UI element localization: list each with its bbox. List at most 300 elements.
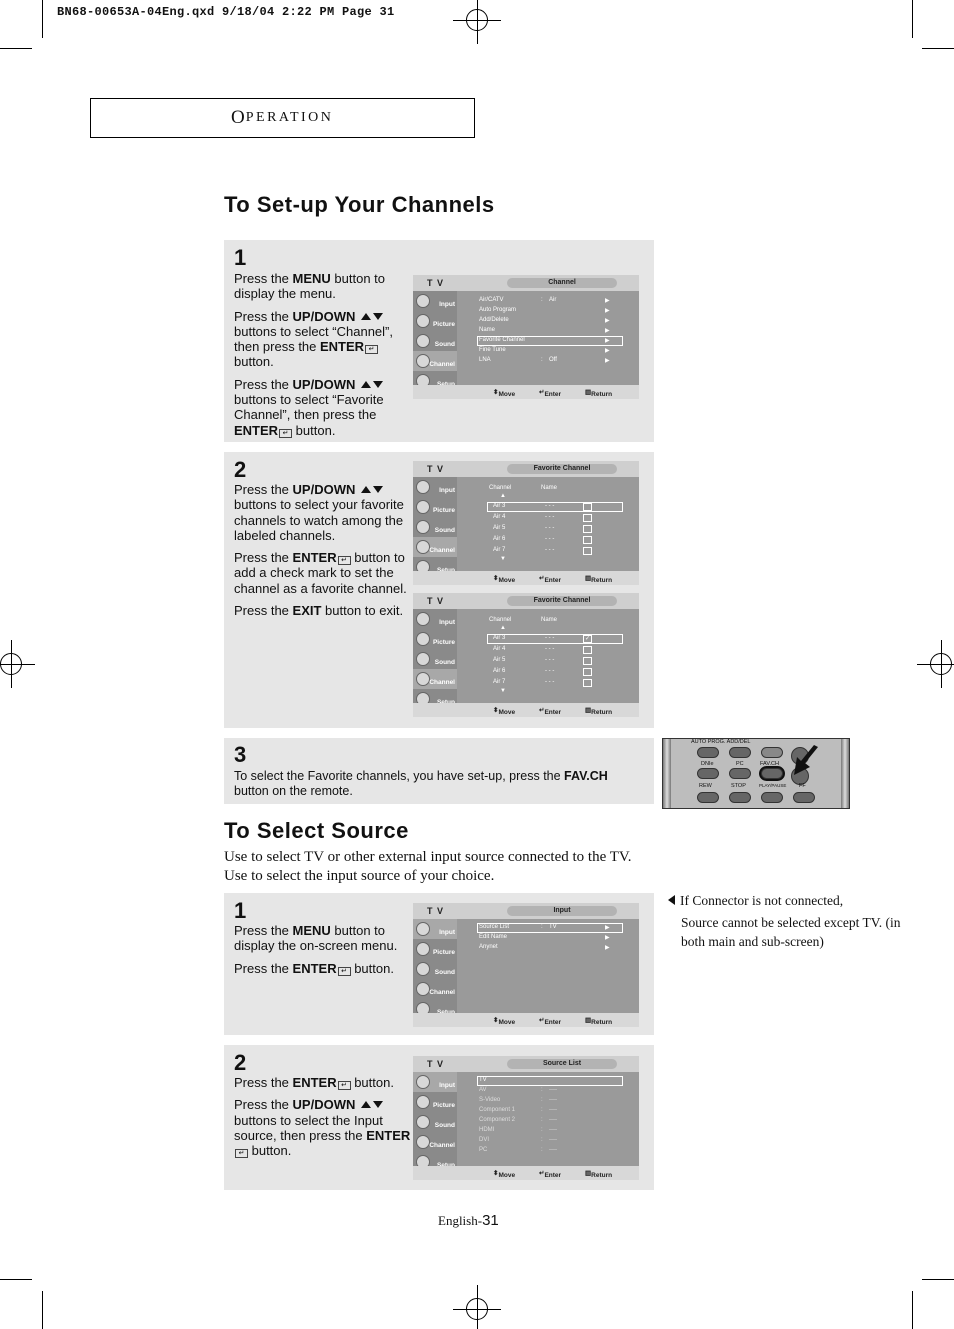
source-intro bbox=[224, 848, 632, 886]
text: button to display the on-screen menu. bbox=[234, 923, 398, 954]
osd-sidebar bbox=[413, 477, 457, 571]
osd-row bbox=[479, 357, 610, 364]
text: Press the bbox=[234, 1097, 293, 1113]
text-bold: ENTER bbox=[366, 1127, 411, 1143]
osd-channel-menu bbox=[413, 275, 639, 399]
osd-input-menu bbox=[413, 903, 639, 1027]
note-line: If Connector is not connected, bbox=[680, 893, 844, 908]
scroll-up-icon: ▲ bbox=[500, 625, 506, 631]
osd-title: Source List bbox=[507, 1059, 617, 1069]
text: button on the remote. bbox=[234, 784, 353, 799]
text-bold: ENTER bbox=[292, 960, 337, 976]
osd-row bbox=[493, 646, 555, 652]
osd-bottombar bbox=[413, 385, 639, 399]
osd-row bbox=[479, 307, 610, 314]
channel-icon bbox=[416, 354, 430, 368]
osd-col-name: Name bbox=[541, 485, 558, 491]
footer-language: English- bbox=[438, 1213, 483, 1228]
text: Press the bbox=[234, 923, 293, 938]
hint-label: Move bbox=[498, 1019, 516, 1026]
channel-icon bbox=[416, 540, 430, 554]
step-panel-source-2 bbox=[224, 1045, 654, 1190]
osd-row bbox=[493, 635, 555, 641]
text: Press the bbox=[234, 482, 293, 497]
osd-row-label: Favorite Channel bbox=[479, 337, 525, 343]
osd-side-label: Channel bbox=[429, 679, 455, 686]
osd-row-label: Air/CATV bbox=[479, 297, 504, 303]
checkbox bbox=[583, 525, 592, 533]
hint-label: Return bbox=[591, 1019, 613, 1026]
osd-side-label: Picture bbox=[432, 1102, 455, 1109]
hint-label: Enter bbox=[544, 1172, 562, 1179]
osd-tv-label: T V bbox=[427, 278, 445, 288]
osd-side-sound bbox=[413, 959, 457, 979]
text: button. bbox=[350, 1075, 394, 1090]
osd-side-sound bbox=[413, 517, 457, 537]
osd-row bbox=[479, 347, 610, 354]
enter-icon: ↵ bbox=[338, 1081, 351, 1090]
osd-row-value: ---- bbox=[549, 1117, 557, 1123]
return-hint: ▥ Return bbox=[585, 389, 613, 398]
text: button. bbox=[350, 960, 394, 976]
return-hint: ▥ Return bbox=[585, 1017, 613, 1026]
osd-row-channel: Air 3 bbox=[493, 503, 506, 509]
osd-side-picture bbox=[413, 629, 457, 649]
osd-side-channel bbox=[413, 669, 457, 689]
osd-row-label: Name bbox=[479, 327, 496, 333]
right-arrow-icon: ▶ bbox=[605, 298, 610, 304]
fast-forward-button bbox=[793, 792, 815, 803]
osd-row-label: PC bbox=[479, 1147, 488, 1153]
osd-side-label: Input bbox=[439, 301, 455, 308]
text-bold: MENU bbox=[292, 271, 331, 286]
osd-source-list bbox=[413, 1056, 639, 1180]
remote-edge bbox=[841, 739, 849, 808]
osd-row bbox=[493, 668, 555, 674]
osd-side-label: Input bbox=[439, 929, 455, 936]
osd-topbar bbox=[413, 903, 639, 919]
osd-row-label: DVI bbox=[479, 1137, 490, 1143]
move-hint: ⬍ Move bbox=[493, 575, 516, 584]
osd-row bbox=[479, 1147, 557, 1153]
channel-icon bbox=[416, 1135, 430, 1149]
osd-side-sound bbox=[413, 649, 457, 669]
right-arrow-icon: ▶ bbox=[605, 318, 610, 324]
osd-tv-label: T V bbox=[427, 1059, 445, 1069]
hint-label: Enter bbox=[544, 391, 562, 398]
osd-row bbox=[493, 657, 555, 663]
move-hint: ⬍ Move bbox=[493, 1170, 516, 1179]
osd-col-name: Name bbox=[541, 617, 558, 623]
text: button to display the menu. bbox=[234, 271, 386, 302]
sound-icon bbox=[416, 334, 430, 348]
osd-side-picture bbox=[413, 497, 457, 517]
osd-side-sound bbox=[413, 331, 457, 351]
hint-label: Return bbox=[591, 391, 613, 398]
osd-side-picture bbox=[413, 1092, 457, 1112]
osd-side-input bbox=[413, 1072, 457, 1092]
enter-icon: ↵ bbox=[365, 345, 378, 354]
down-arrow-icon bbox=[373, 1101, 383, 1108]
checkbox bbox=[583, 646, 592, 654]
remote-edge bbox=[663, 739, 671, 808]
osd-side-input bbox=[413, 477, 457, 497]
osd-row-label: HDMI bbox=[479, 1127, 495, 1133]
enter-hint: ↵ Enter bbox=[539, 575, 562, 584]
text: Press the bbox=[234, 1075, 293, 1090]
crop-mark bbox=[42, 0, 43, 38]
hint-label: Move bbox=[498, 577, 516, 584]
osd-row-name: - - - bbox=[545, 503, 555, 509]
checkbox bbox=[583, 657, 592, 665]
text-bold: ENTER bbox=[292, 550, 337, 566]
step-number: 1 bbox=[234, 898, 247, 923]
osd-row-channel: Air 5 bbox=[493, 657, 506, 663]
return-hint: ▥ Return bbox=[585, 575, 613, 584]
step-number: 3 bbox=[234, 742, 247, 767]
osd-row-name: - - - bbox=[545, 646, 555, 652]
osd-row-label: Fine Tune bbox=[479, 347, 506, 353]
input-icon bbox=[416, 1075, 430, 1089]
crop-mark bbox=[42, 1291, 43, 1329]
osd-side-label: Channel bbox=[429, 547, 455, 554]
osd-col-channel: Channel bbox=[489, 617, 512, 623]
step-text bbox=[234, 1075, 412, 1165]
checkbox bbox=[583, 514, 592, 522]
intro-line: Use to select TV or other external input source connected to the TV. bbox=[224, 849, 632, 865]
right-arrow-icon: ▶ bbox=[605, 945, 610, 951]
step-text bbox=[234, 769, 644, 807]
osd-row-name: - - - bbox=[545, 514, 555, 520]
osd-side-picture bbox=[413, 311, 457, 331]
osd-row bbox=[493, 514, 555, 520]
text: Press the bbox=[234, 308, 293, 324]
sound-icon bbox=[416, 652, 430, 666]
osd-side-channel bbox=[413, 537, 457, 557]
move-hint: ⬍ Move bbox=[493, 1017, 516, 1026]
osd-row-value: ---- bbox=[549, 1097, 557, 1103]
up-arrow-icon bbox=[361, 313, 371, 320]
osd-row-label: Auto Program bbox=[479, 307, 517, 313]
text-bold: MENU bbox=[292, 923, 331, 938]
input-icon bbox=[416, 294, 430, 308]
osd-row-label: Component 1 bbox=[479, 1107, 516, 1113]
intro-line: Use to select the input source of your choice. bbox=[224, 868, 495, 884]
registration-mark bbox=[466, 9, 488, 31]
remote-label: FF bbox=[799, 783, 806, 789]
text: Press the bbox=[234, 960, 293, 976]
osd-favorite-channel-unchecked bbox=[413, 461, 639, 585]
right-arrow-icon: ▶ bbox=[605, 328, 610, 334]
osd-selection-box bbox=[477, 1076, 623, 1086]
hint-label: Return bbox=[591, 1172, 613, 1179]
picture-icon bbox=[416, 500, 430, 514]
text: Press the bbox=[234, 550, 293, 566]
remote-label: FAV.CH bbox=[760, 761, 779, 767]
move-hint: ⬍ Move bbox=[493, 707, 516, 716]
remote-label: AUTO PROG. ADD/DEL bbox=[691, 739, 751, 745]
osd-row bbox=[493, 503, 555, 509]
hint-label: Enter bbox=[544, 577, 562, 584]
text-bold: UP/DOWN bbox=[292, 376, 356, 392]
osd-row bbox=[479, 1107, 557, 1113]
osd-side-label: Sound bbox=[434, 659, 455, 666]
osd-tv-label: T V bbox=[427, 906, 445, 916]
step-panel-source-1 bbox=[224, 893, 654, 1035]
crop-mark bbox=[922, 48, 954, 49]
osd-row-channel: Air 6 bbox=[493, 668, 506, 674]
osd-row-name: - - - bbox=[545, 679, 555, 685]
up-arrow-icon bbox=[361, 486, 371, 493]
osd-row bbox=[479, 934, 610, 941]
scroll-down-icon: ▼ bbox=[500, 556, 506, 562]
osd-row-label: AV bbox=[479, 1087, 487, 1093]
osd-row-channel: Air 5 bbox=[493, 525, 506, 531]
down-arrow-icon bbox=[373, 313, 383, 320]
step-number: 2 bbox=[234, 457, 247, 482]
osd-row-name: - - - bbox=[545, 635, 555, 641]
sound-icon bbox=[416, 962, 430, 976]
channel-icon bbox=[416, 982, 430, 996]
osd-row-label: LNA bbox=[479, 357, 491, 363]
remote-label: PLAY/PAUSE bbox=[759, 783, 787, 788]
enter-hint: ↵ Enter bbox=[539, 1170, 562, 1179]
enter-hint: ↵ Enter bbox=[539, 389, 562, 398]
osd-row-label: Add/Delete bbox=[479, 317, 509, 323]
osd-colon: : bbox=[541, 1087, 543, 1093]
remote-button bbox=[697, 747, 719, 758]
osd-title: Channel bbox=[507, 278, 617, 288]
text-bold: ENTER bbox=[292, 1075, 337, 1090]
text: To select the Favorite channels, you have set-up, press the bbox=[234, 769, 565, 783]
osd-side-label: Sound bbox=[434, 341, 455, 348]
osd-side-label: Input bbox=[439, 619, 455, 626]
osd-topbar bbox=[413, 593, 639, 609]
right-arrow-icon: ▶ bbox=[605, 358, 610, 364]
text: Press the bbox=[234, 376, 293, 392]
down-arrow-icon bbox=[373, 381, 383, 388]
osd-side-sound bbox=[413, 1112, 457, 1132]
osd-side-label: Channel bbox=[429, 1142, 455, 1149]
hint-label: Return bbox=[591, 577, 613, 584]
remote-label: PC bbox=[736, 761, 744, 767]
osd-row-value: Air bbox=[549, 297, 557, 303]
osd-title: Favorite Channel bbox=[507, 464, 617, 474]
crop-mark bbox=[922, 1279, 954, 1280]
osd-row-channel: Air 4 bbox=[493, 646, 506, 652]
osd-row bbox=[493, 547, 555, 553]
osd-bottombar bbox=[413, 571, 639, 585]
hint-label: Move bbox=[498, 391, 516, 398]
section-header bbox=[90, 98, 475, 138]
osd-side-label: Sound bbox=[434, 1122, 455, 1129]
osd-colon: : bbox=[541, 1147, 543, 1153]
osd-topbar bbox=[413, 461, 639, 477]
remote-label: STOP bbox=[731, 783, 746, 789]
osd-row-channel: Air 7 bbox=[493, 679, 506, 685]
text: button. bbox=[248, 1143, 292, 1159]
osd-side-label: Channel bbox=[429, 989, 455, 996]
osd-row bbox=[479, 1077, 487, 1083]
osd-side-label: Channel bbox=[429, 361, 455, 368]
checkbox bbox=[583, 547, 592, 555]
osd-row bbox=[479, 1097, 557, 1103]
osd-row-value: TV bbox=[549, 924, 557, 930]
enter-icon: ↵ bbox=[338, 967, 351, 976]
osd-bottombar bbox=[413, 1013, 639, 1027]
remote-button bbox=[697, 768, 719, 779]
osd-side-label: Input bbox=[439, 487, 455, 494]
page-number: 31 bbox=[482, 1212, 499, 1229]
osd-row bbox=[479, 1117, 557, 1123]
osd-side-label: Sound bbox=[434, 527, 455, 534]
osd-sidebar bbox=[413, 609, 457, 703]
scroll-up-icon: ▲ bbox=[500, 493, 506, 499]
step-panel-channels-2 bbox=[224, 452, 654, 728]
text-bold: EXIT bbox=[292, 603, 322, 619]
hint-label: Move bbox=[498, 1172, 516, 1179]
osd-side-input bbox=[413, 291, 457, 311]
text: button. bbox=[234, 354, 274, 370]
osd-row-channel: Air 6 bbox=[493, 536, 506, 542]
remote-button bbox=[729, 747, 751, 758]
return-hint: ▥ Return bbox=[585, 1170, 613, 1179]
osd-side-picture bbox=[413, 939, 457, 959]
osd-colon: : bbox=[541, 1117, 543, 1123]
checkbox bbox=[583, 503, 592, 511]
crop-mark bbox=[912, 1291, 913, 1329]
print-slug: BN68-00653A-04Eng.qxd 9/18/04 2:22 PM Page 31 bbox=[57, 5, 395, 19]
stop-button bbox=[729, 792, 751, 803]
right-arrow-icon: ▶ bbox=[605, 338, 610, 344]
osd-sidebar bbox=[413, 919, 457, 1013]
osd-colon: : bbox=[541, 924, 543, 930]
osd-row bbox=[479, 924, 610, 931]
osd-side-label: Picture bbox=[432, 639, 455, 646]
osd-side-channel bbox=[413, 351, 457, 371]
enter-hint: ↵ Enter bbox=[539, 1017, 562, 1026]
registration-mark bbox=[0, 653, 22, 675]
crop-mark bbox=[912, 0, 913, 38]
osd-row-label: TV bbox=[479, 1077, 487, 1083]
osd-sidebar bbox=[413, 291, 457, 385]
osd-side-label: Picture bbox=[432, 507, 455, 514]
text-bold: UP/DOWN bbox=[292, 308, 356, 324]
note-line: Source cannot be selected except TV. (in both main and sub-screen) bbox=[681, 915, 901, 949]
osd-row-value: ---- bbox=[549, 1127, 557, 1133]
checkbox bbox=[583, 536, 592, 544]
step-panel-channels-3 bbox=[224, 738, 654, 804]
osd-row-value: ---- bbox=[549, 1107, 557, 1113]
osd-row-value: ---- bbox=[549, 1147, 557, 1153]
step-panel-channels-1 bbox=[224, 240, 654, 442]
osd-col-channel: Channel bbox=[489, 485, 512, 491]
registration-mark bbox=[466, 1298, 488, 1320]
enter-icon: ↵ bbox=[338, 556, 351, 565]
osd-title: Input bbox=[507, 906, 617, 916]
checkbox bbox=[583, 679, 592, 687]
text: buttons to select “Favorite Channel”, then press the bbox=[234, 392, 384, 423]
text: Press the bbox=[234, 271, 293, 286]
page-footer bbox=[438, 1212, 499, 1229]
text: button to add a check mark to set the channel as a favorite channel. bbox=[234, 550, 407, 596]
osd-row-label: Edit Name bbox=[479, 934, 508, 940]
osd-row-name: - - - bbox=[545, 668, 555, 674]
osd-row bbox=[493, 525, 555, 531]
up-arrow-icon bbox=[361, 1101, 371, 1108]
osd-side-label: Picture bbox=[432, 949, 455, 956]
osd-row bbox=[479, 1127, 557, 1133]
osd-side-input bbox=[413, 919, 457, 939]
up-arrow-icon bbox=[361, 381, 371, 388]
input-icon bbox=[416, 612, 430, 626]
osd-side-channel bbox=[413, 1132, 457, 1152]
osd-row-value: Off bbox=[549, 357, 557, 363]
osd-colon: : bbox=[541, 1107, 543, 1113]
osd-row bbox=[479, 337, 610, 344]
remote-button bbox=[729, 768, 751, 779]
step-text bbox=[234, 923, 412, 983]
scroll-down-icon: ▼ bbox=[500, 688, 506, 694]
crop-mark bbox=[0, 48, 32, 49]
osd-topbar bbox=[413, 275, 639, 291]
remote-button bbox=[761, 747, 783, 758]
step-text bbox=[234, 482, 410, 625]
osd-sidebar bbox=[413, 1072, 457, 1166]
heading-select-source: To Select Source bbox=[224, 818, 409, 843]
pointer-arrow-icon bbox=[788, 745, 830, 779]
enter-hint: ↵ Enter bbox=[539, 707, 562, 716]
hint-label: Enter bbox=[544, 1019, 562, 1026]
down-arrow-icon bbox=[373, 486, 383, 493]
osd-row-label: Anynet bbox=[479, 944, 498, 950]
osd-colon: : bbox=[541, 297, 543, 303]
connector-note bbox=[668, 891, 908, 951]
step-number: 2 bbox=[234, 1050, 247, 1075]
text-bold: UP/DOWN bbox=[292, 482, 356, 497]
osd-row-channel: Air 3 bbox=[493, 635, 506, 641]
osd-colon: : bbox=[541, 1127, 543, 1133]
enter-icon: ↵ bbox=[235, 1149, 248, 1158]
section-initial: O bbox=[231, 107, 246, 128]
section-rest: PERATION bbox=[245, 110, 334, 125]
osd-row-label: Component 2 bbox=[479, 1117, 516, 1123]
text: Press the bbox=[234, 603, 293, 619]
osd-bottombar bbox=[413, 703, 639, 717]
osd-selection-box bbox=[487, 502, 623, 512]
osd-row bbox=[479, 297, 610, 304]
crop-mark bbox=[0, 1279, 32, 1280]
note-marker-icon bbox=[668, 895, 675, 905]
osd-row-name: - - - bbox=[545, 536, 555, 542]
osd-topbar bbox=[413, 1056, 639, 1072]
channel-icon bbox=[416, 672, 430, 686]
osd-side-input bbox=[413, 609, 457, 629]
heading-setup-channels: To Set-up Your Channels bbox=[224, 192, 495, 217]
checkbox bbox=[583, 668, 592, 676]
sound-icon bbox=[416, 1115, 430, 1129]
osd-row-label: S-Video bbox=[479, 1097, 501, 1103]
osd-row-value: ---- bbox=[549, 1087, 557, 1093]
text: button to exit. bbox=[321, 603, 404, 619]
osd-row-channel: Air 4 bbox=[493, 514, 506, 520]
text-bold: ENTER bbox=[320, 339, 365, 355]
osd-row-name: - - - bbox=[545, 547, 555, 553]
osd-row bbox=[479, 1137, 557, 1143]
fav-ch-button bbox=[761, 768, 783, 779]
hint-label: Return bbox=[591, 709, 613, 716]
text-bold: FAV.CH bbox=[564, 769, 608, 783]
